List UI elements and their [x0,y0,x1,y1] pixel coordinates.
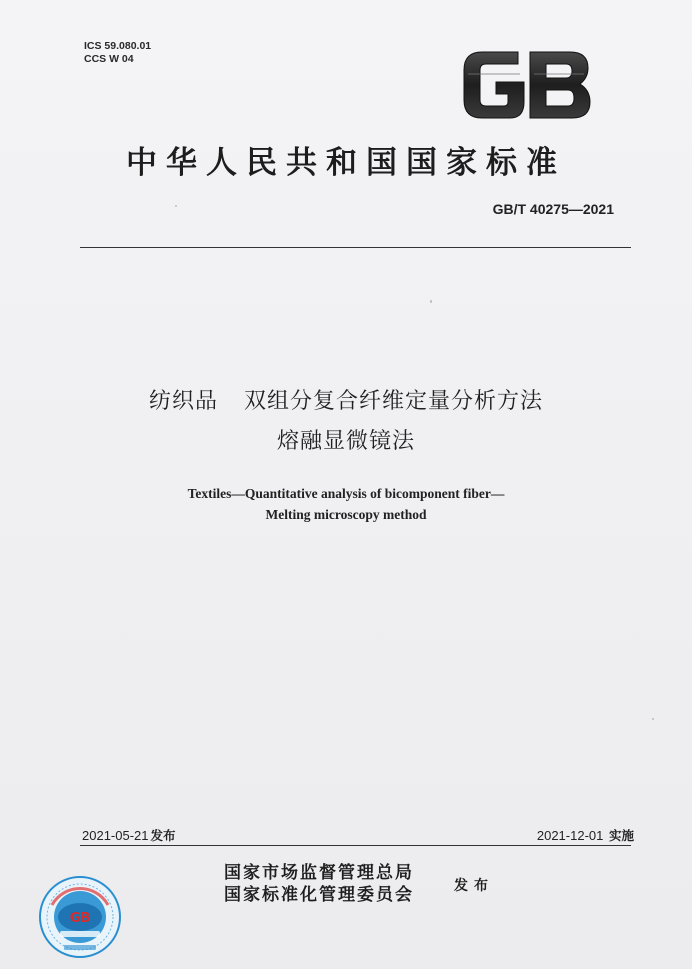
implementation-label: 实施 [608,828,634,843]
ics-code: ICS 59.080.01 [84,40,152,52]
chinese-title-line-1 [0,384,692,415]
issue-date [82,826,176,844]
classification-codes [84,40,151,66]
english-title-line-2: Melting microscopy method [265,507,427,522]
svg-text:GB: GB [69,911,91,926]
gb-logo [458,44,596,126]
anti-counterfeit-seal-icon [38,875,122,959]
issuer-sac: 国家标准化管理委员会 [224,885,414,905]
issue-label: 发布 [150,828,176,843]
implementation-date [537,826,634,844]
ccs-code: CCS W 04 [84,53,134,65]
bottom-divider [80,845,631,846]
implementation-date-value: 2021-12-01 [536,828,604,843]
paper-speck [175,205,177,207]
chinese-title-line-2: 熔融显微镜法 [276,429,415,454]
top-divider [80,247,631,248]
standard-number: GB/T 40275—2021 [492,201,614,217]
chinese-title-main: 双组分复合纤维定量分析方法 [244,389,544,414]
chinese-title-category: 纺织品 [148,389,218,414]
release-label: 发布 [454,878,494,894]
paper-speck [652,718,654,720]
standard-type-title: 中华人民共和国国家标准 [126,145,566,181]
english-title-line-1: Textiles—Quantitative analysis of bicomponent fiber— [187,486,505,501]
issuer-samr: 国家市场监督管理总局 [224,863,414,883]
issuing-authorities [224,862,414,906]
paper-speck [430,300,432,303]
issue-date-value: 2021-05-21 [82,828,149,843]
